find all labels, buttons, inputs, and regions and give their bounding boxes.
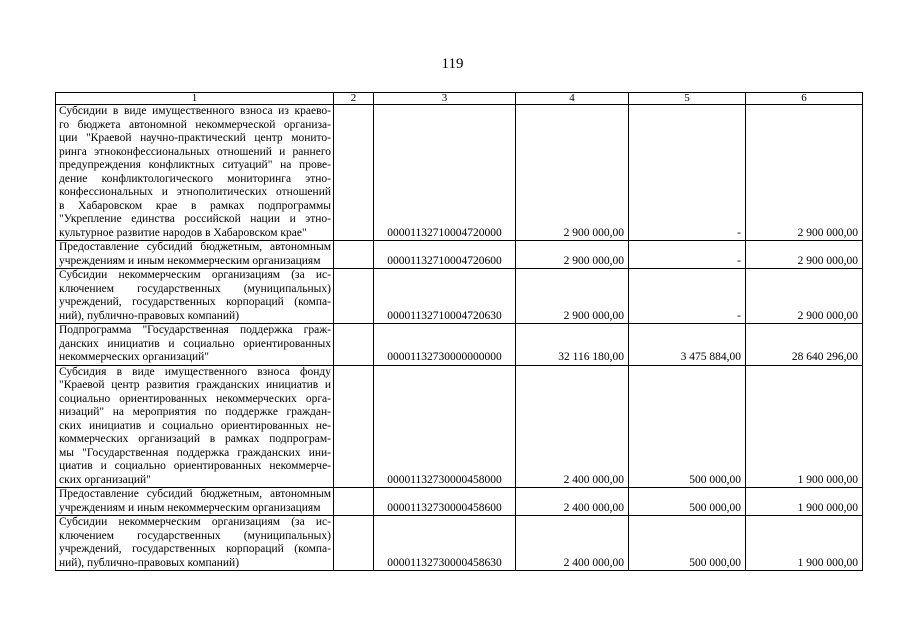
description-line: ринга этноконфессиональных отношений и раннего: [59, 145, 331, 158]
column-5-value: -: [629, 105, 746, 241]
description-line: учреждениям и иным некоммерческим организациям: [59, 501, 321, 514]
column-2-cell: [334, 516, 374, 571]
row-description: [56, 105, 334, 241]
column-2-cell: [334, 324, 374, 366]
description-line: конфессиональных и этнополитических отношений: [59, 186, 331, 198]
column-5-value: 500 000,00: [629, 365, 746, 488]
table-row: [56, 516, 863, 571]
column-6-value: 2 900 000,00: [746, 241, 863, 269]
code-cell: 00001132730000000000: [374, 324, 516, 366]
description-line: в Хабаровском крае в рамках подпрограммы: [59, 199, 331, 212]
description-line: Предоставление субсидий бюджетным, автономным: [59, 241, 331, 253]
description-line: Субсидии некоммерческим организациям (за ис-: [59, 269, 331, 281]
column-4-value: 2 400 000,00: [516, 365, 629, 488]
table-row: [56, 365, 863, 488]
table-row: [56, 269, 863, 324]
table-row: [56, 241, 863, 269]
description-line: ключением государственных (муниципальных): [59, 282, 331, 295]
column-4-value: 2 400 000,00: [516, 516, 629, 571]
description-line: Предоставление субсидий бюджетным, автономным: [59, 488, 331, 500]
column-2-cell: [334, 365, 374, 488]
column-4-value: 32 116 180,00: [516, 324, 629, 366]
description-line: го бюджета автономной некоммерческой организа-: [59, 118, 331, 131]
table-header-row: [56, 93, 863, 105]
header-cell-2: 2: [334, 93, 374, 105]
page-number: 119: [441, 56, 464, 72]
row-description: [56, 516, 334, 571]
description-line: Субсидии в виде имущественного взноса из краево-: [59, 105, 331, 117]
description-line: дение конфликтологического мониторинга этно-: [59, 172, 331, 185]
header-cell-4: 4: [516, 93, 629, 105]
column-2-cell: [334, 269, 374, 324]
column-5-value: -: [629, 269, 746, 324]
description-line: ний), публично-правовых компаний): [59, 556, 240, 569]
description-line: циатив и социально ориентированных некоммерче-: [59, 460, 331, 472]
code-cell: 00001132710004720600: [374, 241, 516, 269]
description-line: ний), публично-правовых компаний): [59, 309, 240, 322]
row-description: [56, 324, 334, 366]
table-row: [56, 488, 863, 516]
description-line: некоммерческих организаций": [59, 351, 209, 363]
description-line: предупреждения конфликтных ситуаций" на прове-: [59, 159, 331, 171]
header-cell-3: 3: [374, 93, 516, 105]
budget-table: [55, 92, 863, 571]
column-6-value: 1 900 000,00: [746, 365, 863, 488]
table-row: [56, 105, 863, 241]
column-4-value: 2 900 000,00: [516, 269, 629, 324]
description-line: учреждений, государственных корпораций (компа-: [59, 543, 331, 555]
description-line: "Укрепление единства российской нации и этно-: [59, 213, 331, 225]
column-2-cell: [334, 105, 374, 241]
description-line: ции "Краевой научно-практический центр монито-: [59, 132, 331, 144]
column-5-value: 500 000,00: [629, 516, 746, 571]
column-6-value: 28 640 296,00: [746, 324, 863, 366]
description-line: мы "Государственная поддержка гражданских ини-: [59, 446, 331, 459]
description-line: низаций" на мероприятия по поддержке граждан-: [59, 406, 331, 418]
row-description: [56, 488, 334, 516]
column-6-value: 1 900 000,00: [746, 488, 863, 516]
column-4-value: 2 400 000,00: [516, 488, 629, 516]
description-line: Субсидии некоммерческим организациям (за ис-: [59, 516, 331, 528]
description-line: социально ориентированных некоммерческих орга-: [59, 392, 331, 405]
column-5-value: 500 000,00: [629, 488, 746, 516]
header-cell-6: 6: [746, 93, 863, 105]
description-line: культурное развитие народов в Хабаровском крае": [59, 226, 307, 239]
header-cell-1: 1: [56, 93, 334, 105]
column-2-cell: [334, 488, 374, 516]
column-2-cell: [334, 241, 374, 269]
description-line: учреждений, государственных корпораций (компа-: [59, 296, 331, 308]
column-5-value: 3 475 884,00: [629, 324, 746, 366]
description-line: коммерческих организаций в рамках подпрограм-: [59, 433, 331, 445]
column-4-value: 2 900 000,00: [516, 241, 629, 269]
column-6-value: 1 900 000,00: [746, 516, 863, 571]
column-4-value: 2 900 000,00: [516, 105, 629, 241]
code-cell: 00001132730000458630: [374, 516, 516, 571]
description-line: учреждениям и иным некоммерческим организациям: [59, 254, 321, 267]
row-description: [56, 269, 334, 324]
description-line: "Краевой центр развития гражданских инициатив и: [59, 379, 331, 391]
column-6-value: 2 900 000,00: [746, 269, 863, 324]
description-line: Подпрограмма "Государственная поддержка граж-: [59, 324, 331, 336]
column-6-value: 2 900 000,00: [746, 105, 863, 241]
code-cell: 00001132730000458000: [374, 365, 516, 488]
table-row: [56, 324, 863, 366]
code-cell: 00001132710004720630: [374, 269, 516, 324]
description-line: Субсидия в виде имущественного взноса фонду: [59, 365, 331, 378]
code-cell: 00001132710004720000: [374, 105, 516, 241]
code-cell: 00001132730000458600: [374, 488, 516, 516]
description-line: данских инициатив и социально ориентированных: [59, 337, 331, 350]
description-line: ключением государственных (муниципальных): [59, 529, 331, 542]
description-line: ских организаций": [59, 473, 151, 486]
column-5-value: -: [629, 241, 746, 269]
description-line: ских инициатив и социально ориентированных не-: [59, 419, 331, 432]
row-description: [56, 241, 334, 269]
header-cell-5: 5: [629, 93, 746, 105]
row-description: [56, 365, 334, 488]
